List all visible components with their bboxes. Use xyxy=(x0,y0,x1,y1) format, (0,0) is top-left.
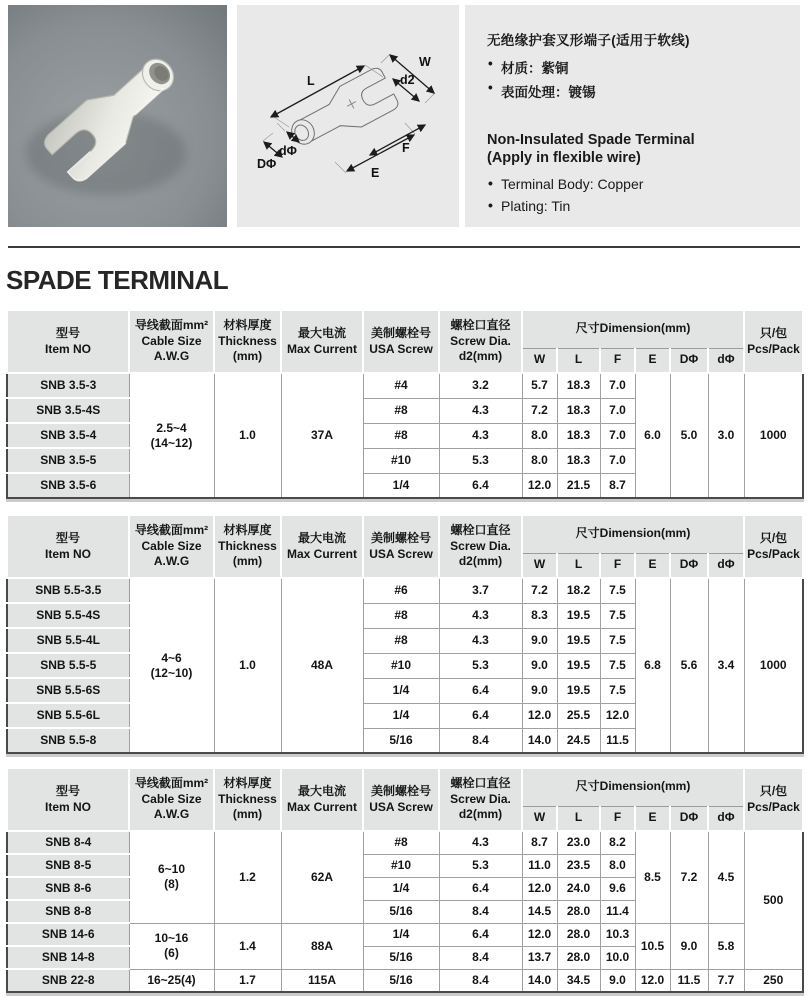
col-header-pcs-pack: 只/包 Pcs/Pack xyxy=(744,515,803,578)
dim-w-cell: 9.0 xyxy=(522,653,557,678)
dim-w-cell: 9.0 xyxy=(522,678,557,703)
screw-d2-cell: 5.3 xyxy=(439,854,522,877)
dim-l-cell: 23.5 xyxy=(557,854,600,877)
dim-w-cell: 8.0 xyxy=(522,448,557,473)
dim-l-cell: 34.5 xyxy=(557,969,600,992)
col-header-item-no: 型号 Item NO xyxy=(7,310,129,373)
thickness-cell: 1.0 xyxy=(214,373,281,498)
dim-f-cell: 7.5 xyxy=(600,603,635,628)
thickness-cell: 1.0 xyxy=(214,578,281,753)
item-no-cell: SNB 5.5-4L xyxy=(7,628,129,653)
dim-w-cell: 12.0 xyxy=(522,703,557,728)
thickness-cell: 1.7 xyxy=(214,969,281,992)
col-header-dim-f: F xyxy=(600,806,635,831)
max-current-cell: 88A xyxy=(281,923,363,969)
col-header-thickness: 材料厚度 Thickness (mm) xyxy=(214,515,281,578)
screw-d2-cell: 6.4 xyxy=(439,473,522,498)
item-no-cell: SNB 8-4 xyxy=(7,831,129,854)
screw-d2-cell: 8.4 xyxy=(439,946,522,969)
screw-d2-cell: 4.3 xyxy=(439,831,522,854)
usa-screw-cell: 1/4 xyxy=(363,678,439,703)
item-no-cell: SNB 8-5 xyxy=(7,854,129,877)
pcs-pack-cell: 1000 xyxy=(744,578,803,753)
table-header xyxy=(7,310,803,373)
col-header-dim-l: L xyxy=(557,348,600,373)
spec-row xyxy=(7,578,803,603)
dim-D-phi-cell: 5.0 xyxy=(670,373,708,498)
screw-d2-cell: 6.4 xyxy=(439,703,522,728)
dimension-diagram xyxy=(237,5,459,227)
dim-l-cell: 18.3 xyxy=(557,398,600,423)
col-header-pcs-pack: 只/包 Pcs/Pack xyxy=(744,310,803,373)
screw-d2-cell: 4.3 xyxy=(439,603,522,628)
col-header-cable-size: 导线截面mm² Cable Size A.W.G xyxy=(129,768,214,831)
usa-screw-cell: 1/4 xyxy=(363,473,439,498)
col-header-dim-f: F xyxy=(600,348,635,373)
item-no-cell: SNB 8-6 xyxy=(7,877,129,900)
usa-screw-cell: #8 xyxy=(363,423,439,448)
cable-size-cell: 16~25(4) xyxy=(129,969,214,992)
col-header-dim-l: L xyxy=(557,553,600,578)
max-current-cell: 48A xyxy=(281,578,363,753)
header-row-main xyxy=(7,515,803,553)
page-title: SPADE TERMINAL xyxy=(6,265,229,295)
dim-f-cell: 7.5 xyxy=(600,628,635,653)
dim-f-cell: 9.6 xyxy=(600,877,635,900)
dim-w-cell: 14.5 xyxy=(522,900,557,923)
usa-screw-cell: #10 xyxy=(363,854,439,877)
dim-l-cell: 18.2 xyxy=(557,578,600,603)
header-row-main xyxy=(7,768,803,806)
usa-screw-cell: 5/16 xyxy=(363,946,439,969)
diagram-label-W: W xyxy=(419,55,431,69)
usa-screw-cell: #10 xyxy=(363,653,439,678)
spec-row xyxy=(7,373,803,398)
col-header-dim-e: E xyxy=(635,553,670,578)
col-header-thickness: 材料厚度 Thickness (mm) xyxy=(214,768,281,831)
description-panel xyxy=(465,5,800,227)
header-row-main xyxy=(7,310,803,348)
cable-size-cell: 4~6 (12~10) xyxy=(129,578,214,753)
item-no-cell: SNB 3.5-6 xyxy=(7,473,129,498)
item-no-cell: SNB 14-8 xyxy=(7,946,129,969)
diagram-label-d2: d2 xyxy=(400,73,415,87)
dim-l-cell: 18.3 xyxy=(557,423,600,448)
dimension-diagram-panel xyxy=(237,5,459,227)
dim-w-cell: 12.0 xyxy=(522,877,557,900)
en-bullet-plating: • Plating: Tin xyxy=(487,198,778,214)
dim-w-cell: 8.0 xyxy=(522,423,557,448)
col-header-cable-size: 导线截面mm² Cable Size A.W.G xyxy=(129,310,214,373)
dim-w-cell: 12.0 xyxy=(522,473,557,498)
cn-product-title: 无绝缘护套叉形端子(适用于软线) xyxy=(487,33,690,48)
usa-screw-cell: #8 xyxy=(363,831,439,854)
dim-w-cell: 14.0 xyxy=(522,969,557,992)
dim-l-cell: 19.5 xyxy=(557,628,600,653)
dim-e-cell: 12.0 xyxy=(635,969,670,992)
dim-l-cell: 25.5 xyxy=(557,703,600,728)
col-header-dim-D-phi: DΦ xyxy=(670,348,708,373)
product-photo-panel xyxy=(8,5,227,227)
col-header-dimension-group: 尺寸Dimension(mm) xyxy=(522,768,744,806)
dim-w-cell: 8.7 xyxy=(522,831,557,854)
col-header-usa-screw: 美制螺栓号 USA Screw xyxy=(363,515,439,578)
table-body xyxy=(7,831,803,992)
en-product-title-line1: Non-Insulated Spade Terminal xyxy=(487,132,695,148)
usa-screw-cell: #6 xyxy=(363,578,439,603)
diagram-label-F: F xyxy=(402,141,410,155)
dim-d-phi-cell: 7.7 xyxy=(708,969,744,992)
screw-d2-cell: 3.7 xyxy=(439,578,522,603)
col-header-dim-d-phi: dΦ xyxy=(708,348,744,373)
dim-l-cell: 24.5 xyxy=(557,728,600,753)
cn-bullet-plating: • 表面处理：镀锡 xyxy=(487,81,778,101)
diagram-label-D-phi: DΦ xyxy=(257,157,277,171)
dim-f-cell: 10.3 xyxy=(600,923,635,946)
dim-e-cell: 10.5 xyxy=(635,923,670,969)
dim-l-cell: 23.0 xyxy=(557,831,600,854)
pcs-pack-cell: 1000 xyxy=(744,373,803,498)
thickness-cell: 1.4 xyxy=(214,923,281,969)
usa-screw-cell: 1/4 xyxy=(363,703,439,728)
item-no-cell: SNB 5.5-4S xyxy=(7,603,129,628)
item-no-cell: SNB 5.5-5 xyxy=(7,653,129,678)
item-no-cell: SNB 8-8 xyxy=(7,900,129,923)
col-header-usa-screw: 美制螺栓号 USA Screw xyxy=(363,310,439,373)
usa-screw-cell: 1/4 xyxy=(363,877,439,900)
dim-e-cell: 6.8 xyxy=(635,578,670,753)
spade-terminal-photo xyxy=(8,5,227,227)
col-header-max-current: 最大电流 Max Current xyxy=(281,310,363,373)
dim-w-cell: 5.7 xyxy=(522,373,557,398)
screw-d2-cell: 4.3 xyxy=(439,398,522,423)
col-header-screw-dia: 螺栓口直径 Screw Dia. d2(mm) xyxy=(439,515,522,578)
item-no-cell: SNB 5.5-6S xyxy=(7,678,129,703)
max-current-cell: 62A xyxy=(281,831,363,923)
table-header xyxy=(7,515,803,578)
dim-l-cell: 28.0 xyxy=(557,946,600,969)
screw-d2-cell: 8.4 xyxy=(439,900,522,923)
col-header-dim-l: L xyxy=(557,806,600,831)
screw-d2-cell: 5.3 xyxy=(439,653,522,678)
dim-l-cell: 19.5 xyxy=(557,603,600,628)
col-header-max-current: 最大电流 Max Current xyxy=(281,768,363,831)
usa-screw-cell: 5/16 xyxy=(363,969,439,992)
usa-screw-cell: #8 xyxy=(363,603,439,628)
screw-d2-cell: 6.4 xyxy=(439,923,522,946)
col-header-dim-w: W xyxy=(522,348,557,373)
en-product-title-line2: (Apply in flexible wire) xyxy=(487,150,641,167)
diagram-label-E: E xyxy=(371,166,380,180)
usa-screw-cell: #4 xyxy=(363,373,439,398)
item-no-cell: SNB 3.5-5 xyxy=(7,448,129,473)
col-header-dim-w: W xyxy=(522,553,557,578)
dim-l-cell: 28.0 xyxy=(557,923,600,946)
col-header-dim-f: F xyxy=(600,553,635,578)
dim-f-cell: 7.0 xyxy=(600,448,635,473)
dim-w-cell: 8.3 xyxy=(522,603,557,628)
dim-e-cell: 8.5 xyxy=(635,831,670,923)
col-header-item-no: 型号 Item NO xyxy=(7,768,129,831)
dim-w-cell: 7.2 xyxy=(522,398,557,423)
col-header-dim-D-phi: DΦ xyxy=(670,553,708,578)
dim-f-cell: 9.0 xyxy=(600,969,635,992)
screw-d2-cell: 5.3 xyxy=(439,448,522,473)
col-header-dim-d-phi: dΦ xyxy=(708,553,744,578)
usa-screw-cell: #8 xyxy=(363,628,439,653)
en-bullet-body: • Terminal Body: Copper xyxy=(487,176,778,192)
dim-f-cell: 8.0 xyxy=(600,854,635,877)
pcs-pack-cell: 500 xyxy=(744,831,803,969)
spec-row xyxy=(7,923,803,946)
pcs-pack-cell: 250 xyxy=(744,969,803,992)
dim-f-cell: 7.0 xyxy=(600,398,635,423)
item-no-cell: SNB 22-8 xyxy=(7,969,129,992)
screw-d2-cell: 6.4 xyxy=(439,678,522,703)
thickness-cell: 1.2 xyxy=(214,831,281,923)
dim-w-cell: 9.0 xyxy=(522,628,557,653)
dim-w-cell: 14.0 xyxy=(522,728,557,753)
item-no-cell: SNB 3.5-3 xyxy=(7,373,129,398)
col-header-thickness: 材料厚度 Thickness (mm) xyxy=(214,310,281,373)
dim-w-cell: 13.7 xyxy=(522,946,557,969)
dim-f-cell: 12.0 xyxy=(600,703,635,728)
dim-e-cell: 6.0 xyxy=(635,373,670,498)
screw-d2-cell: 6.4 xyxy=(439,877,522,900)
dim-w-cell: 7.2 xyxy=(522,578,557,603)
dim-f-cell: 7.0 xyxy=(600,423,635,448)
item-no-cell: SNB 5.5-6L xyxy=(7,703,129,728)
spec-table-snb-3-5 xyxy=(6,309,804,499)
dim-l-cell: 18.3 xyxy=(557,448,600,473)
dim-f-cell: 7.5 xyxy=(600,578,635,603)
col-header-dim-e: E xyxy=(635,348,670,373)
dim-d-phi-cell: 3.4 xyxy=(708,578,744,753)
col-header-screw-dia: 螺栓口直径 Screw Dia. d2(mm) xyxy=(439,310,522,373)
spec-table-snb-5-5 xyxy=(6,514,804,754)
dim-l-cell: 21.5 xyxy=(557,473,600,498)
usa-screw-cell: #8 xyxy=(363,398,439,423)
spec-table-snb-8-22 xyxy=(6,767,804,993)
item-no-cell: SNB 3.5-4S xyxy=(7,398,129,423)
table-body xyxy=(7,578,803,753)
dim-f-cell: 7.5 xyxy=(600,653,635,678)
dim-D-phi-cell: 11.5 xyxy=(670,969,708,992)
dim-w-cell: 11.0 xyxy=(522,854,557,877)
col-header-dim-d-phi: dΦ xyxy=(708,806,744,831)
diagram-label-d-phi: dΦ xyxy=(279,144,297,158)
screw-d2-cell: 4.3 xyxy=(439,423,522,448)
screw-d2-cell: 3.2 xyxy=(439,373,522,398)
col-header-dim-w: W xyxy=(522,806,557,831)
diagram-label-L: L xyxy=(307,74,315,88)
dim-D-phi-cell: 7.2 xyxy=(670,831,708,923)
cable-size-cell: 10~16 (6) xyxy=(129,923,214,969)
cn-bullet-material: • 材质：紫铜 xyxy=(487,57,778,77)
col-header-item-no: 型号 Item NO xyxy=(7,515,129,578)
dim-d-phi-cell: 5.8 xyxy=(708,923,744,969)
dim-l-cell: 18.3 xyxy=(557,373,600,398)
col-header-usa-screw: 美制螺栓号 USA Screw xyxy=(363,768,439,831)
screw-d2-cell: 8.4 xyxy=(439,728,522,753)
screw-d2-cell: 4.3 xyxy=(439,628,522,653)
dim-f-cell: 7.0 xyxy=(600,373,635,398)
dim-f-cell: 8.2 xyxy=(600,831,635,854)
item-no-cell: SNB 14-6 xyxy=(7,923,129,946)
dim-f-cell: 10.0 xyxy=(600,946,635,969)
usa-screw-cell: 1/4 xyxy=(363,923,439,946)
usa-screw-cell: 5/16 xyxy=(363,728,439,753)
table-header xyxy=(7,768,803,831)
col-header-dimension-group: 尺寸Dimension(mm) xyxy=(522,515,744,553)
table-body xyxy=(7,373,803,498)
dim-l-cell: 19.5 xyxy=(557,653,600,678)
spec-row xyxy=(7,831,803,854)
max-current-cell: 115A xyxy=(281,969,363,992)
dim-l-cell: 24.0 xyxy=(557,877,600,900)
dim-l-cell: 28.0 xyxy=(557,900,600,923)
col-header-dim-e: E xyxy=(635,806,670,831)
screw-d2-cell: 8.4 xyxy=(439,969,522,992)
dim-f-cell: 8.7 xyxy=(600,473,635,498)
col-header-dim-D-phi: DΦ xyxy=(670,806,708,831)
col-header-cable-size: 导线截面mm² Cable Size A.W.G xyxy=(129,515,214,578)
dim-D-phi-cell: 5.6 xyxy=(670,578,708,753)
dim-d-phi-cell: 4.5 xyxy=(708,831,744,923)
dim-w-cell: 12.0 xyxy=(522,923,557,946)
col-header-max-current: 最大电流 Max Current xyxy=(281,515,363,578)
item-no-cell: SNB 5.5-8 xyxy=(7,728,129,753)
dim-f-cell: 11.4 xyxy=(600,900,635,923)
usa-screw-cell: 5/16 xyxy=(363,900,439,923)
item-no-cell: SNB 3.5-4 xyxy=(7,423,129,448)
col-header-pcs-pack: 只/包 Pcs/Pack xyxy=(744,768,803,831)
cable-size-cell: 6~10 (8) xyxy=(129,831,214,923)
dim-D-phi-cell: 9.0 xyxy=(670,923,708,969)
cable-size-cell: 2.5~4 (14~12) xyxy=(129,373,214,498)
section-divider xyxy=(8,246,800,248)
dim-f-cell: 11.5 xyxy=(600,728,635,753)
dim-l-cell: 19.5 xyxy=(557,678,600,703)
col-header-screw-dia: 螺栓口直径 Screw Dia. d2(mm) xyxy=(439,768,522,831)
dim-f-cell: 7.5 xyxy=(600,678,635,703)
col-header-dimension-group: 尺寸Dimension(mm) xyxy=(522,310,744,348)
spec-row xyxy=(7,969,803,992)
item-no-cell: SNB 5.5-3.5 xyxy=(7,578,129,603)
max-current-cell: 37A xyxy=(281,373,363,498)
usa-screw-cell: #10 xyxy=(363,448,439,473)
dim-d-phi-cell: 3.0 xyxy=(708,373,744,498)
